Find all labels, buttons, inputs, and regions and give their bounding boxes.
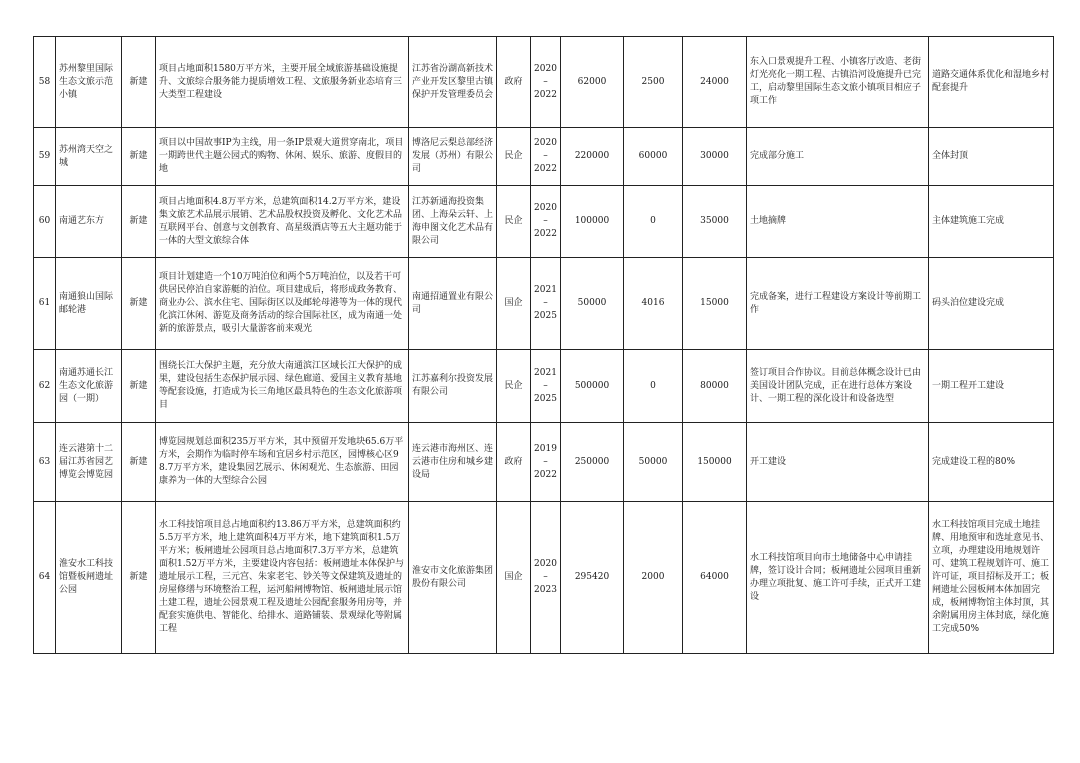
build-type: 新建 — [122, 502, 156, 654]
responsible-unit: 江苏新通海投资集团、上海朵云轩、上海申图文化艺术品有限公司 — [409, 186, 497, 258]
ownership-type: 国企 — [497, 502, 531, 654]
period-part: 2023 — [534, 585, 557, 595]
responsible-unit: 南通招通置业有限公司 — [409, 258, 497, 350]
construction-period — [531, 502, 561, 654]
period-part: 2025 — [534, 311, 557, 321]
period-part: 2021 — [534, 367, 557, 378]
period-part: – — [543, 380, 548, 391]
ownership-type: 民企 — [497, 186, 531, 258]
total-investment: 220000 — [561, 128, 624, 186]
table-row — [34, 423, 1054, 502]
project-content: 博览园规划总面积235万平方米，其中预留开发地块65.6万平方米，会期作为临时停车场和宜居乡村示范区，园博核心区98.7万平方米，建设集园艺展示、休闲观光、生态旅游、田园康养为一体的大型综合公园 — [156, 423, 409, 502]
prior-investment: 50000 — [624, 423, 683, 502]
prior-investment: 2000 — [624, 502, 683, 654]
project-content: 项目占地面积4.8万平方米，总建筑面积14.2万平方米，建设集文旅艺术品展示展销、艺术品股权投资及孵化、文化艺术品互联网平台、创意与文创教育、高星级酒店等五大主题功能于一体的大型文旅综合体 — [156, 186, 409, 258]
build-type: 新建 — [122, 258, 156, 350]
current-progress: 东入口景观提升工程、小镇客厅改造、老街灯光亮化一期工程、古镇沿河设施提升已完工，启动黎里国际生态文旅小镇项目相应子项工作 — [747, 37, 929, 128]
annual-target: 道路交通体系优化和湿地乡村配套提升 — [929, 37, 1054, 128]
period-part: 2025 — [534, 393, 557, 404]
row-number: 59 — [34, 128, 56, 186]
annual-target: 主体建筑施工完成 — [929, 186, 1054, 258]
project-content: 水工科技馆项目总占地面积约13.86万平方米，总建筑面积约5.5万平方米，地上建筑面积4万平方米，地下建筑面积1.5万平方米；板闸遗址公园项目总占地面积7.3万平方米，总建筑面积1.52万平方米，主要建设内容包括：板闸遗址本体保护与遗址展示工程，三元宫、朱家老宅、钞关等文保建筑及遗址的房屋修缮与环境整治工程，运河船闸博物馆、板闸遗址展示馆土建工程，遗址公园景观工程及遗址公园配套服务用房等，并配套实施供电、智能化、给排水、道路铺装、景观绿化等附属工程 — [156, 502, 409, 654]
total-investment: 62000 — [561, 37, 624, 128]
planned-investment: 64000 — [683, 502, 747, 654]
construction-period — [531, 186, 561, 258]
period-part: – — [543, 298, 548, 308]
prior-investment: 60000 — [624, 128, 683, 186]
project-name: 南通艺东方 — [56, 186, 122, 258]
construction-period — [531, 350, 561, 423]
row-number: 60 — [34, 186, 56, 258]
prior-investment: 4016 — [624, 258, 683, 350]
project-content: 项目占地面积1580万平方米，主要开展全域旅游基础设施提升、文旅综合服务能力提质增效工程、文旅服务新业态培育三大类型工程建设 — [156, 37, 409, 128]
ownership-type: 民企 — [497, 350, 531, 423]
annual-target: 完成建设工程的80% — [929, 423, 1054, 502]
responsible-unit: 博洛尼云梨总部经济发展（苏州）有限公司 — [409, 128, 497, 186]
project-content: 围绕长江大保护主题，充分放大南通滨江区域长江大保护的成果，建设包括生态保护展示园、绿色廊道、爱国主义教育基地等配套设施，打造成为长三角地区最具特色的生态文化旅游项目 — [156, 350, 409, 423]
period-part: 2022 — [534, 164, 557, 174]
annual-target: 一期工程开工建设 — [929, 350, 1054, 423]
construction-period — [531, 128, 561, 186]
table-row — [34, 258, 1054, 350]
project-name: 苏州黎里国际生态文旅示范小镇 — [56, 37, 122, 128]
period-part: 2019 — [534, 443, 557, 454]
planned-investment: 35000 — [683, 186, 747, 258]
total-investment: 250000 — [561, 423, 624, 502]
period-part: 2022 — [534, 89, 557, 100]
period-part: – — [543, 456, 548, 467]
table-row — [34, 37, 1054, 128]
planned-investment: 30000 — [683, 128, 747, 186]
project-name: 淮安水工科技馆暨板闸遗址公园 — [56, 502, 122, 654]
projects-table — [33, 36, 1054, 654]
total-investment: 500000 — [561, 350, 624, 423]
prior-investment: 2500 — [624, 37, 683, 128]
period-part: – — [543, 151, 548, 161]
period-part: – — [543, 216, 548, 226]
period-part: 2020 — [534, 138, 557, 148]
responsible-unit: 淮安市文化旅游集团股份有限公司 — [409, 502, 497, 654]
row-number: 63 — [34, 423, 56, 502]
build-type: 新建 — [122, 186, 156, 258]
build-type: 新建 — [122, 37, 156, 128]
period-part: 2020 — [534, 203, 557, 213]
total-investment: 50000 — [561, 258, 624, 350]
project-name: 南通狼山国际邮轮港 — [56, 258, 122, 350]
current-progress: 完成部分施工 — [747, 128, 929, 186]
planned-investment: 15000 — [683, 258, 747, 350]
responsible-unit: 江苏省汾湖高新技术产业开发区黎里古镇保护开发管理委员会 — [409, 37, 497, 128]
project-content: 项目以中国故事IP为主线，用一条IP景观大道贯穿南北，项目一期跨世代主题公园式的购物、休闲、娱乐、旅游、度假目的地 — [156, 128, 409, 186]
period-part: 2022 — [534, 229, 557, 239]
row-number: 64 — [34, 502, 56, 654]
row-number: 58 — [34, 37, 56, 128]
annual-target: 水工科技馆项目完成土地挂牌、用地预审和选址意见书、立项，办理建设用地规划许可、建筑工程规划许可、施工许可证，项目招标及开工；板闸遗址公园板闸本体加固完成，板闸博物馆主体封顶，其余附属用房主体封底，绿化施工完成50% — [929, 502, 1054, 654]
construction-period — [531, 423, 561, 502]
planned-investment: 80000 — [683, 350, 747, 423]
ownership-type: 国企 — [497, 258, 531, 350]
row-number: 62 — [34, 350, 56, 423]
total-investment: 100000 — [561, 186, 624, 258]
project-content: 项目计划建造一个10万吨泊位和两个5万吨泊位，以及若干可供居民停泊自家游艇的泊位。项目建成后，将形成政务教育、商业办公、滨水住宅、国际街区以及邮轮母港等为一体的现代化滨江休闲、游览及商务活动的综合国际社区，成为南通一处新的旅游景点，吸引大量游客前来观光 — [156, 258, 409, 350]
ownership-type: 政府 — [497, 37, 531, 128]
annual-target: 码头泊位建设完成 — [929, 258, 1054, 350]
current-progress: 水工科技馆项目向市土地储备中心申请挂牌，签订设计合同；板闸遗址公园项目重新办理立项批复、施工许可手续，正式开工建设 — [747, 502, 929, 654]
planned-investment: 150000 — [683, 423, 747, 502]
current-progress: 开工建设 — [747, 423, 929, 502]
period-part: 2022 — [534, 469, 557, 480]
table-row — [34, 186, 1054, 258]
period-part: – — [543, 572, 548, 582]
responsible-unit: 连云港市海州区、连云港市住房和城乡建设局 — [409, 423, 497, 502]
annual-target: 全体封顶 — [929, 128, 1054, 186]
current-progress: 土地摘牌 — [747, 186, 929, 258]
project-name: 苏州湾天空之城 — [56, 128, 122, 186]
build-type: 新建 — [122, 128, 156, 186]
ownership-type: 政府 — [497, 423, 531, 502]
table-row — [34, 502, 1054, 654]
construction-period — [531, 258, 561, 350]
period-part: 2020 — [534, 559, 557, 569]
current-progress: 签订项目合作协议。目前总体概念设计已由美国设计团队完成，正在进行总体方案设计、一期工程的深化设计和设备选型 — [747, 350, 929, 423]
total-investment: 295420 — [561, 502, 624, 654]
table-row — [34, 128, 1054, 186]
build-type: 新建 — [122, 350, 156, 423]
build-type: 新建 — [122, 423, 156, 502]
prior-investment: 0 — [624, 350, 683, 423]
row-number: 61 — [34, 258, 56, 350]
period-part: 2021 — [534, 285, 557, 295]
project-name: 连云港第十二届江苏省园艺博览会博览园 — [56, 423, 122, 502]
project-name: 南通苏通长江生态文化旅游园（一期） — [56, 350, 122, 423]
construction-period — [531, 37, 561, 128]
planned-investment: 24000 — [683, 37, 747, 128]
period-part: – — [543, 76, 548, 87]
responsible-unit: 江苏嘉利尔投资发展有限公司 — [409, 350, 497, 423]
prior-investment: 0 — [624, 186, 683, 258]
table-row — [34, 350, 1054, 423]
current-progress: 完成备案，进行工程建设方案设计等前期工作 — [747, 258, 929, 350]
period-part: 2020 — [534, 63, 557, 74]
ownership-type: 民企 — [497, 128, 531, 186]
